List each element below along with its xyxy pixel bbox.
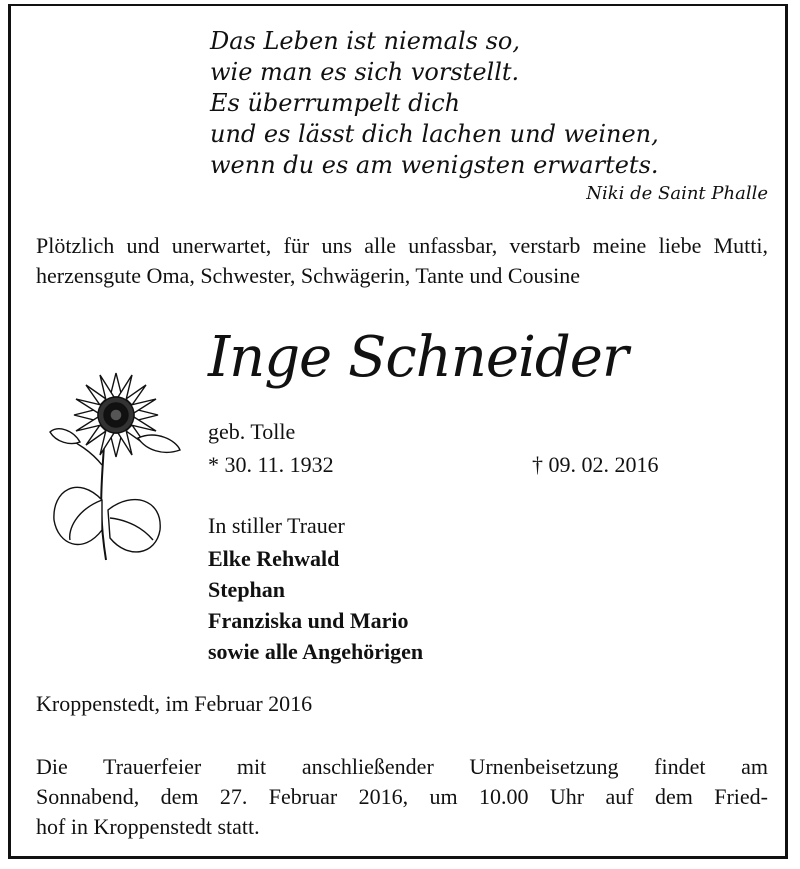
- poem-line: wie man es sich vorstellt.: [210, 58, 520, 86]
- notice-line: hof in Kroppenstedt statt.: [36, 814, 260, 839]
- poem-line: und es lässt dich lachen und weinen,: [210, 120, 659, 148]
- intro-text: Plötzlich und unerwartet, für uns alle unfassbar, verstarb meine liebe Mutti, herzensgute Oma, Schwester, Schwägerin, Tante und Cousine: [36, 233, 768, 288]
- poem-line: wenn du es am wenigsten erwartets.: [210, 151, 659, 179]
- mourning-label: In stiller Trauer: [208, 513, 345, 538]
- poem-author: Niki de Saint Phalle: [586, 183, 768, 204]
- sunflower-icon: [38, 370, 188, 565]
- poem-line: Es überrumpelt dich: [210, 89, 461, 117]
- notice-line: Die Trauerfeier mit anschließender Urnenbeisetzung findet am: [36, 754, 768, 779]
- notice-line: Sonnabend, dem 27. Februar 2016, um 10.00 Uhr auf dem Fried-: [36, 784, 768, 809]
- deceased-name: Inge Schneider: [208, 325, 628, 390]
- place-date: Kroppenstedt, im Februar 2016: [36, 691, 313, 716]
- death-date: † 09. 02. 2016: [532, 452, 659, 477]
- mourners-list: [208, 543, 423, 667]
- mourner-name: Stephan: [208, 577, 286, 602]
- mourner-name: Elke Rehwald: [208, 546, 340, 571]
- funeral-notice: [36, 752, 768, 842]
- birth-date: * 30. 11. 1932: [208, 452, 334, 477]
- poem: [210, 26, 659, 181]
- mourner-name: sowie alle Angehörigen: [208, 639, 424, 664]
- birth-name: geb. Tolle: [208, 419, 296, 444]
- mourner-name: Franziska und Mario: [208, 608, 409, 633]
- poem-line: Das Leben ist niemals so,: [210, 27, 520, 55]
